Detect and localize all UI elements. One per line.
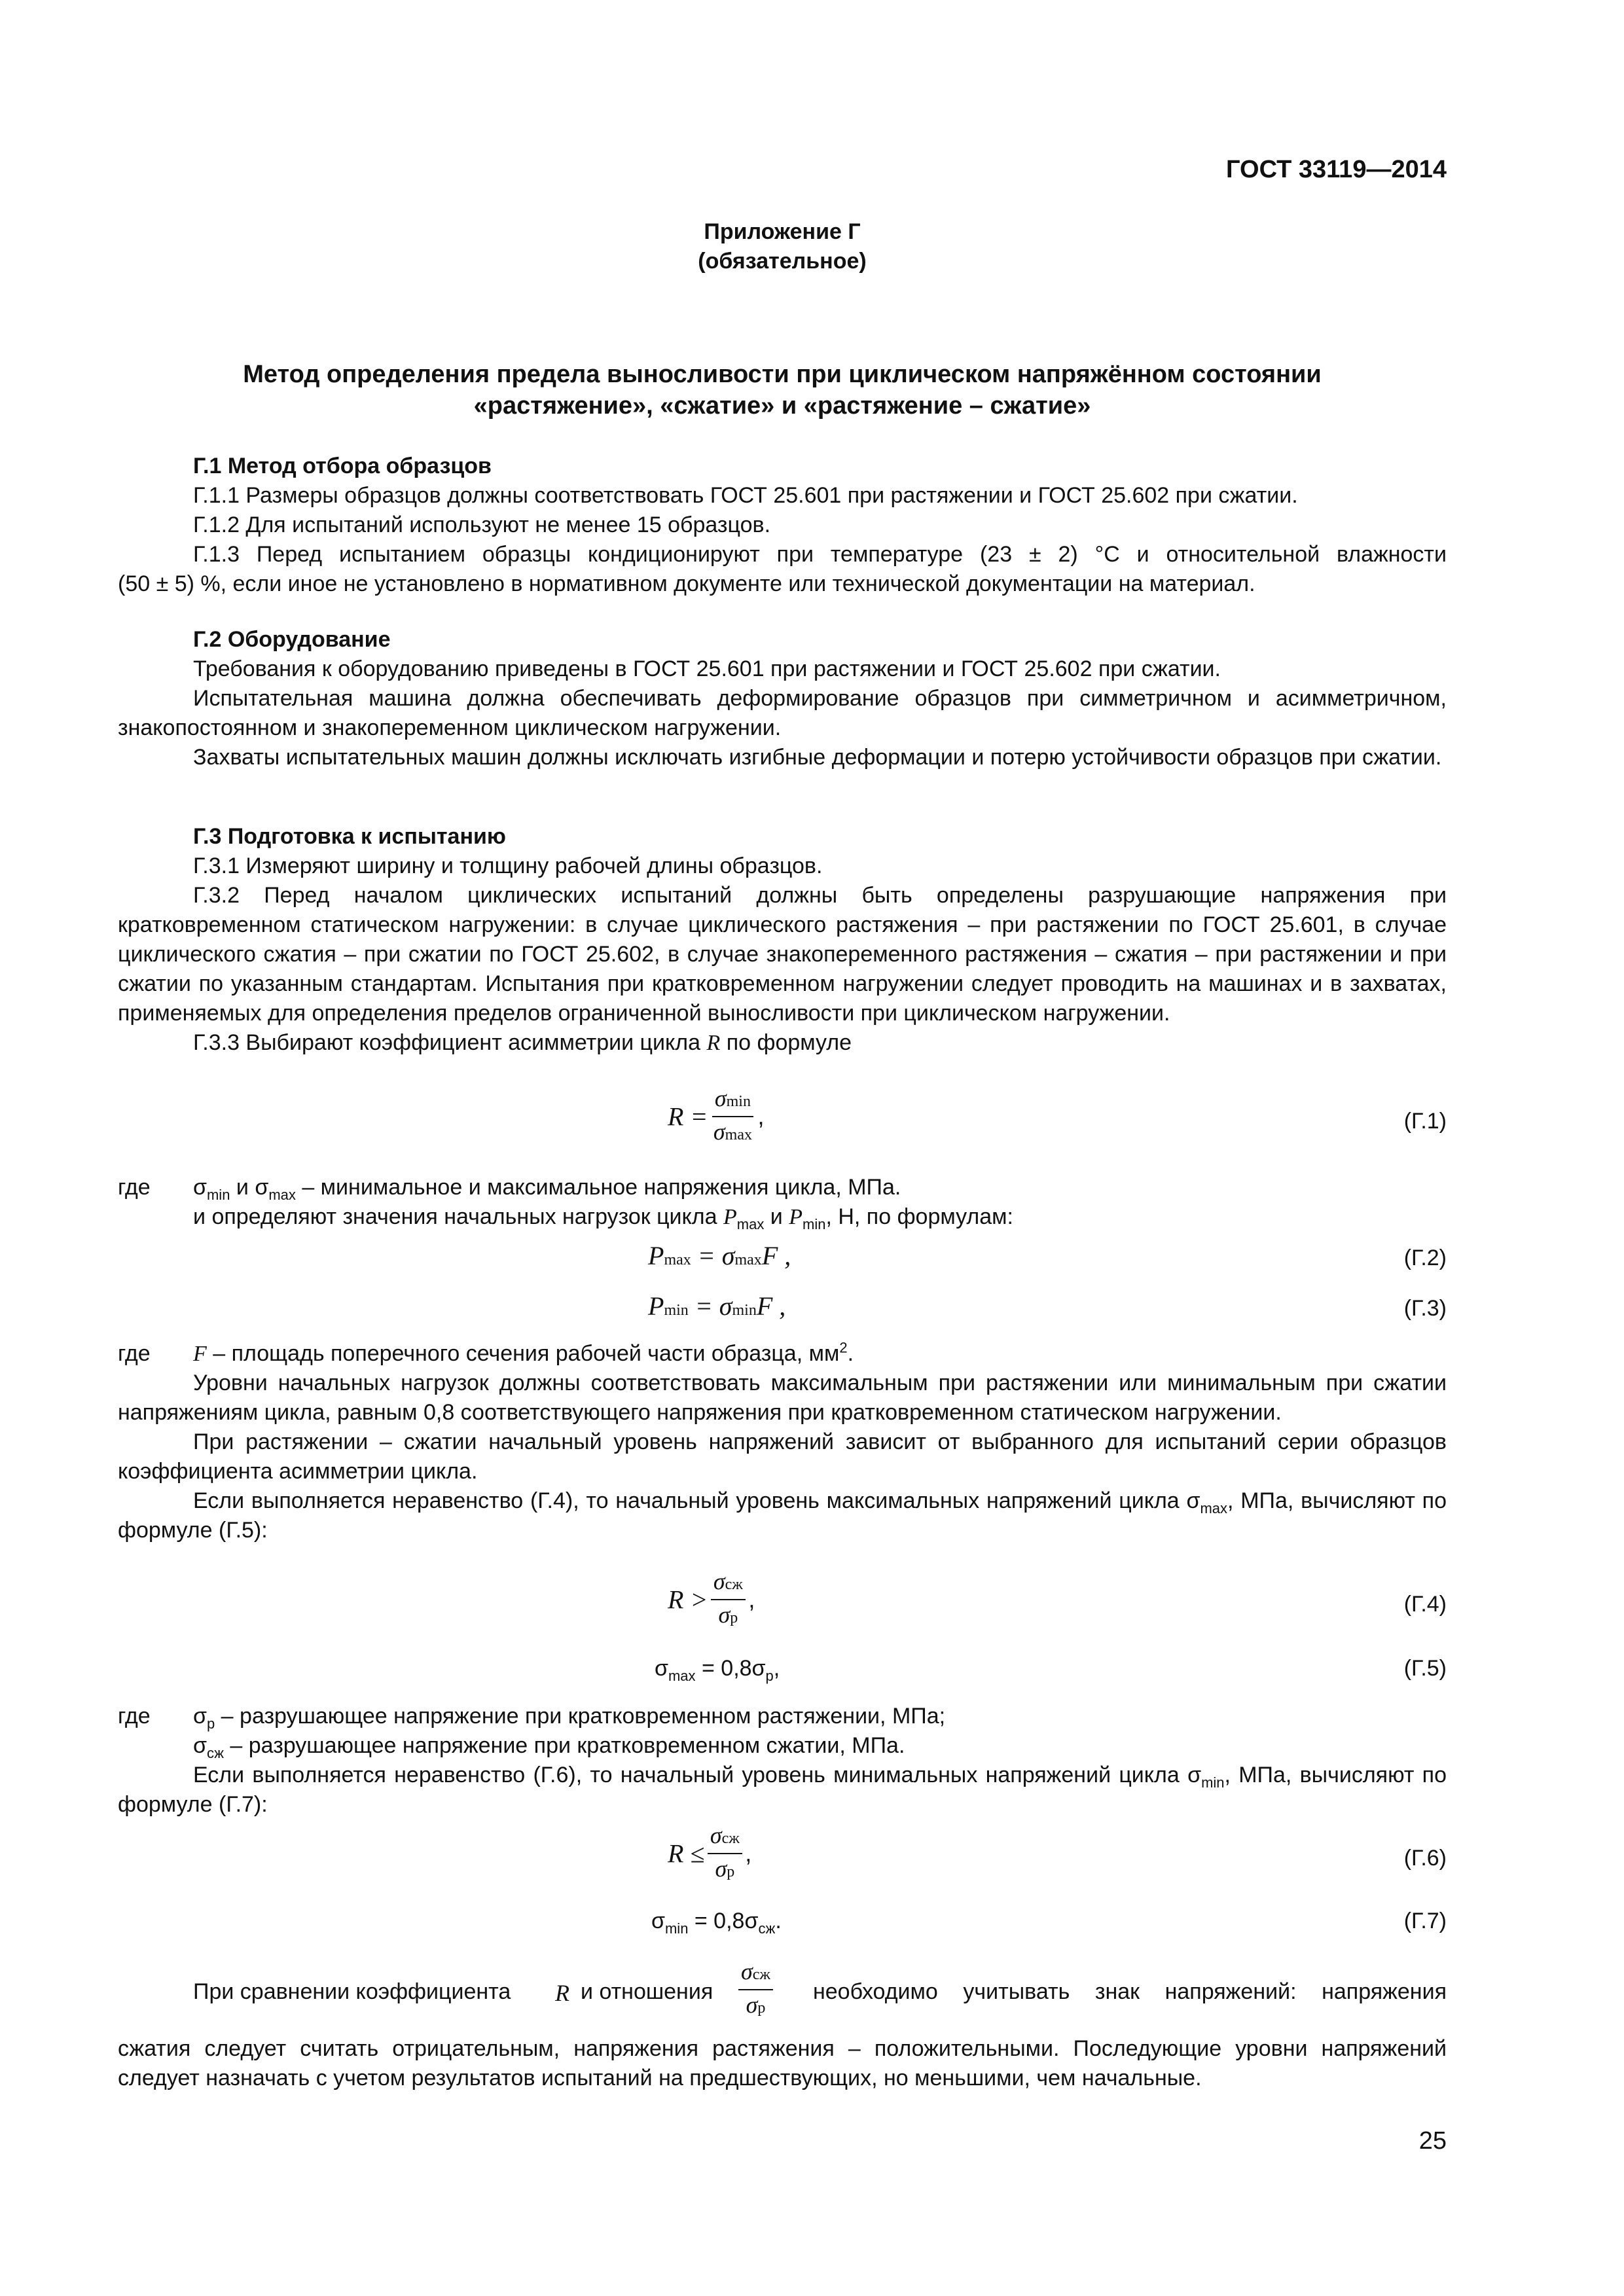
paragraph-inequality-g6: Если выполняется неравенство (Г.6), то начальный уровень минимальных напряжений цикла $\sigma_{min}$, МПа, вычисляют по формуле (Г.7): bbox=[118, 1763, 1447, 1817]
paragraph-g-1-1: Г.1.1 Размеры образцов должны соответствовать ГОСТ 25.601 при растяжении и ГОСТ 25.602 при сжатии. bbox=[193, 483, 1298, 508]
paragraph-tension-compression: При растяжении – сжатии начальный уровень напряжений зависит от выбранного для испытаний серии образцов коэффициента асимметрии цикла. bbox=[118, 1429, 1447, 1484]
formula-g2-label: (Г.2) bbox=[1403, 1246, 1447, 1270]
formula-g3: Pmin = σminF , (Г.3) bbox=[648, 1291, 1447, 1321]
where-block-1: где $\sigma_{min}$ и $\sigma_{max}$ – минимальное и максимальное напряжения цикла, МПа. и определяют значения начальных нагрузок цикла $P_{max}$ и $P_{min}$, Н, по формулам: bbox=[118, 1175, 1013, 1232]
paragraph-g-3-2: Г.3.2 Перед началом циклических испытаний должны быть определены разрушающие напряжения при кратковременном статическом нагружении: в случае циклического растяжения – при растяжении по ГОСТ 25.601, в случае циклического сжатия – при сжатии по ГОСТ 25.602, в случае знакопеременного растяжения – сжатия – при растяжении и при сжатии по указанным стандартам. Испытания при кратковременном нагружении следует проводить на машинах и в захватах, применяемых для определения пределов ограниченной выносливости при циклическом нагружении. bbox=[118, 883, 1447, 1026]
doc-code-header: ГОСТ 33119—2014 bbox=[1226, 156, 1447, 183]
section-3 bbox=[118, 822, 1447, 1058]
formula-g4: R > $\frac{\text{σсж}}{\sigma p}$ , (Г.4) bbox=[668, 1568, 1447, 1628]
where-block-3: где $\sigma_р$ – разрушающее напряжение при кратковременном растяжении, МПа; $\sigma_{сж}$ – разрушающее напряжение при кратковременном сжатии, МПа. Если выполняется неравенство (Г.6), то начальный уровень минимальных напряжений цикла $\sigma_{min}$, МПа, вычисляют по формуле (Г.7): bbox=[118, 1702, 1447, 1820]
section-1 bbox=[118, 452, 1447, 599]
formula-g1: R = $\frac{\sigma\min}{\sigma\max}$ , (Г.1) bbox=[668, 1085, 1447, 1145]
paragraph-g-1-3-line1: Г.1.3 Перед испытанием образцы кондиционируют при температуре (23 ± 2) °С и относительной влажности bbox=[193, 542, 1447, 567]
paragraph-initial-loads: Уровни начальных нагрузок должны соответствовать максимальным при растяжении или минимальным при сжатии напряжениям цикла, равным 0,8 соответствующего напряжения при кратковременном статическом нагружении. bbox=[118, 1371, 1447, 1425]
paragraph-g-2-3: Захваты испытательных машин должны исключать изгибные деформации и потерю устойчивости образцов при сжатии. bbox=[193, 745, 1442, 770]
paragraph-g-1-3-line2: (50 ± 5) %, если иное не установлено в нормативном документе или технической документации на материал. bbox=[118, 571, 1255, 596]
main-title-line1: Метод определения предела выносливости при циклическом напряжённом состоянии bbox=[243, 361, 1322, 388]
document-page bbox=[118, 0, 1447, 2296]
formula-g5: $\sigma_{max} = 0,8\sigma_р$, (Г.5) bbox=[655, 1656, 1447, 1684]
formula-g6-label: (Г.6) bbox=[1403, 1846, 1447, 1871]
main-title-line2: «растяжение», «сжатие» и «растяжение – сжатие» bbox=[473, 392, 1091, 420]
section-2 bbox=[118, 625, 1447, 772]
formula-g3-label: (Г.3) bbox=[1403, 1296, 1447, 1321]
final-paragraph-rest: сжатия следует считать отрицательным, напряжения растяжения – положительными. Последующие уровни напряжений следует назначать с учетом результатов испытаний на предшествующих, но меньшими, чем начальные. bbox=[118, 2036, 1447, 2090]
paragraph-g-3-1: Г.3.1 Измеряют ширину и толщину рабочей длины образцов. bbox=[193, 853, 823, 878]
paragraph-g-2-1: Требования к оборудованию приведены в ГОСТ 25.601 при растяжении и ГОСТ 25.602 при сжатии. bbox=[193, 656, 1221, 681]
section-2-heading: Г.2 Оборудование bbox=[193, 627, 391, 652]
page-number: 25 bbox=[1418, 2127, 1447, 2155]
paragraph-inequality-g4: Если выполняется неравенство (Г.4), то начальный уровень максимальных напряжений цикла $\sigma_{max}$, МПа, вычисляют по формуле (Г.5): bbox=[118, 1488, 1447, 1543]
appendix-title: Приложение Г bbox=[704, 219, 861, 244]
appendix-status: (обязательное) bbox=[698, 249, 867, 274]
formula-g7: $\sigma_{min} = 0,8\sigma_{сж}$. (Г.7) bbox=[651, 1909, 1447, 1937]
formula-g2: Pmax = σmaxF , (Г.2) bbox=[648, 1241, 1447, 1270]
formula-g1-label: (Г.1) bbox=[1403, 1109, 1447, 1134]
final-paragraph-line1: При сравнении коэффициента R и отношения σсж σp необходимо учитывать знак напряжений: напряжения bbox=[118, 1957, 1447, 2029]
paragraph-g-2-2: Испытательная машина должна обеспечивать деформирование образцов при симметричном и асимметричном, знакопостоянном и знакопеременном циклическом нагружении. bbox=[118, 686, 1447, 740]
formula-g5-label: (Г.5) bbox=[1403, 1656, 1447, 1681]
where-block-2: где F – площадь поперечного сечения рабочей части образца, $мм^2$. Уровни начальных нагрузок должны соответствовать максимальным при растяжении или минимальным при сжатии напряжениям цикла, равным 0,8 соответствующего напряжения при кратковременном статическом нагружении. При растяжении – сжатии начальный уровень напряжений зависит от выбранного для испытаний серии образцов коэффициента асимметрии цикла. Если выполняется неравенство (Г.4), то начальный уровень максимальных напряжений цикла $\sigma_{max}$, МПа, вычисляют по формуле (Г.5): bbox=[118, 1339, 1447, 1545]
formula-g7-label: (Г.7) bbox=[1403, 1909, 1447, 1933]
section-3-heading: Г.3 Подготовка к испытанию bbox=[193, 824, 506, 849]
formula-g6: R ≤ $\frac{\text{σсж}}{\sigma p}$ , (Г.6) bbox=[668, 1822, 1447, 1882]
inline-fraction: σсж σp bbox=[738, 1957, 773, 2022]
formula-g4-label: (Г.4) bbox=[1403, 1592, 1447, 1617]
section-1-heading: Г.1 Метод отбора образцов bbox=[193, 454, 492, 478]
paragraph-g-3-3: Г.3.3 Выбирают коэффициент асимметрии цикла R по формуле bbox=[193, 1030, 852, 1055]
paragraph-g-1-2: Г.1.2 Для испытаний используют не менее 15 образцов. bbox=[193, 512, 771, 537]
